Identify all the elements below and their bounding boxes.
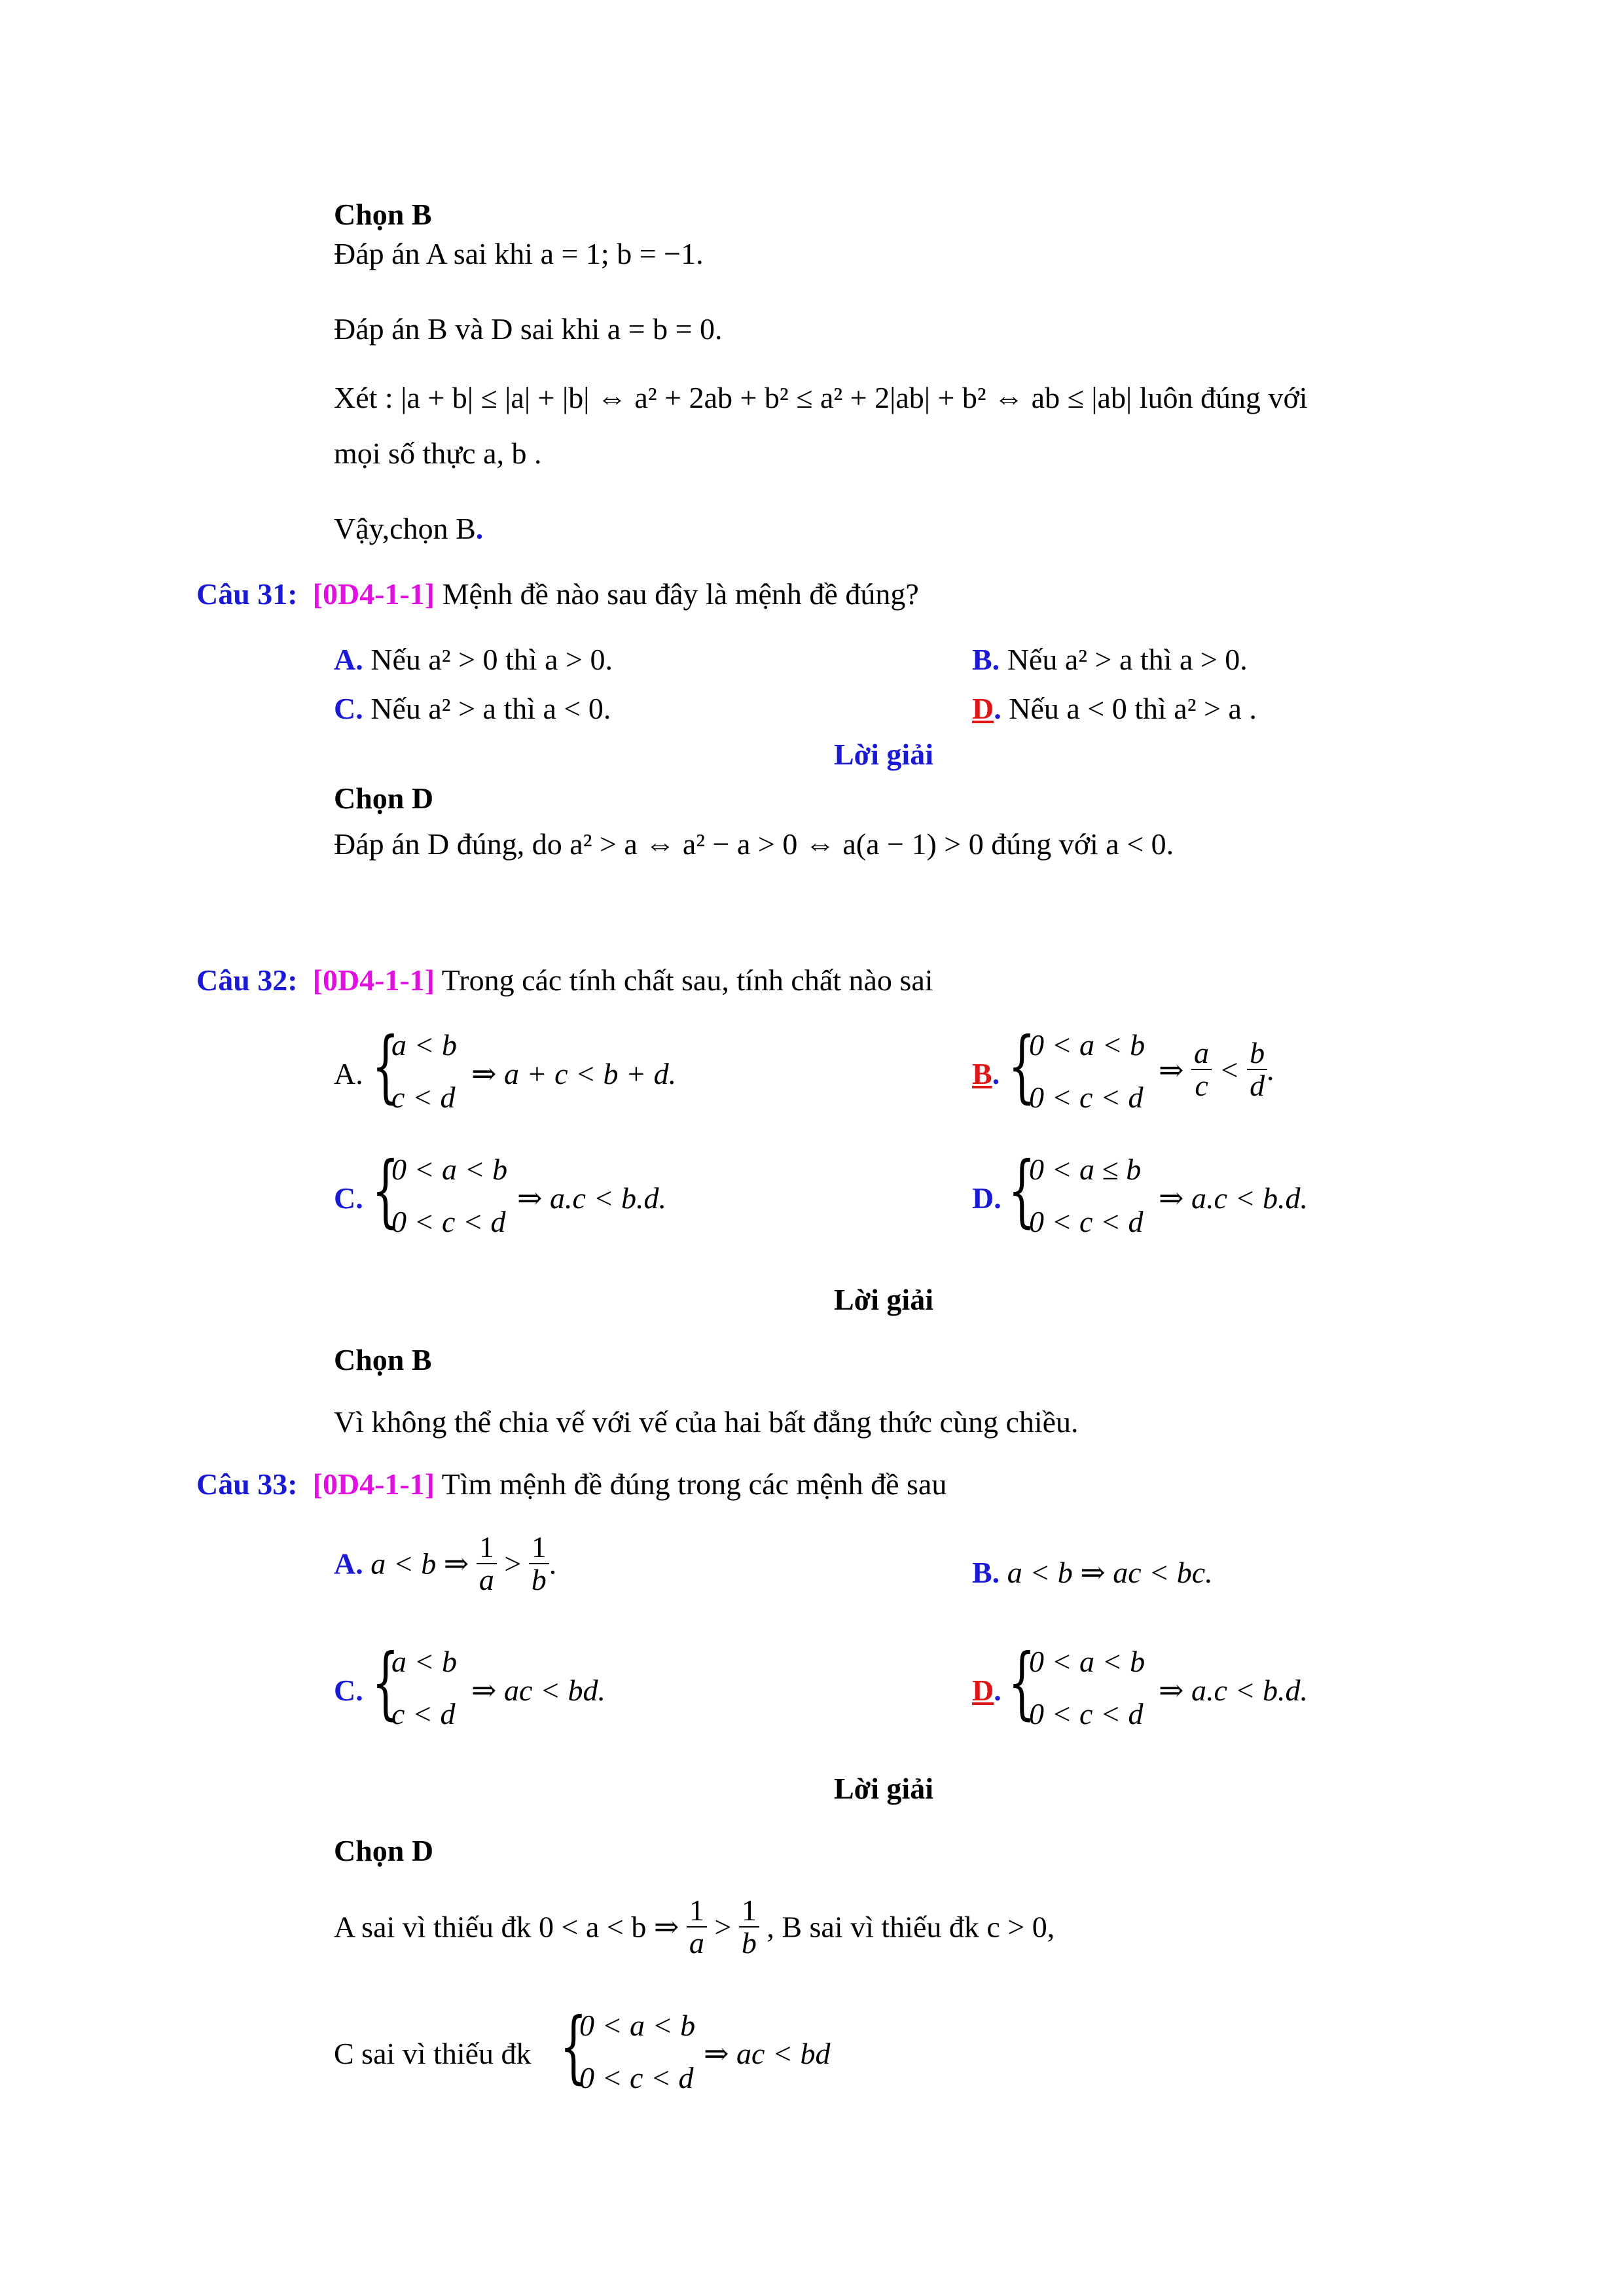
q33-e1-f1n: 1 <box>687 1895 707 1928</box>
q33-e1-post: , B sai vì thiếu đk c > 0, <box>767 1910 1055 1944</box>
q31-chon: Chọn D <box>334 781 434 815</box>
q31-loi-giai: Lời giải <box>834 738 933 771</box>
q32-explanation: Vì không thể chia vế với vế của hai bất đẳng thức cùng chiều. <box>334 1405 1079 1439</box>
question-31 <box>196 576 919 612</box>
q31-tag: [0D4-1-1] <box>312 577 435 611</box>
q33-text: Tìm mệnh đề đúng trong các mệnh đề sau <box>441 1467 947 1501</box>
q33-e1-gt: > <box>714 1910 732 1944</box>
q32-b-label: B <box>972 1057 992 1090</box>
q32-b-f2n: b <box>1247 1037 1267 1070</box>
question-33 <box>196 1466 947 1502</box>
q32-a-brace: { <box>372 1021 399 1112</box>
q33-d-label: D <box>972 1674 994 1707</box>
q33-e1-f2d: b <box>741 1926 757 1960</box>
q32-d-result: ⇒ a.c < b.d. <box>1159 1181 1308 1215</box>
q33-e1-pre: A sai vì thiếu đk 0 < a < b ⇒ <box>334 1910 679 1944</box>
q31-d-label: D <box>972 692 994 725</box>
q33-option-a <box>334 1532 556 1596</box>
q33-d-dot: . <box>994 1674 1001 1707</box>
q33-e2-brace: { <box>560 2001 587 2092</box>
q32-b-row2: 0 < c < d <box>1029 1081 1144 1114</box>
q31-option-c <box>334 691 611 726</box>
q31-c-label: C. <box>334 692 363 725</box>
q33-a-f1n: 1 <box>477 1532 497 1564</box>
q31-d-text: Nếu a < 0 thì a² > a . <box>1009 692 1257 725</box>
q31-c-text: Nếu a² > a thì a < 0. <box>370 692 611 725</box>
q33-e1-f2n: 1 <box>739 1895 759 1928</box>
q33-option-b <box>972 1554 1213 1590</box>
q31-d-dot: . <box>994 692 1001 725</box>
q33-e2-row2: 0 < c < d <box>579 2061 694 2094</box>
q32-b-implies: ⇒ <box>1159 1053 1184 1087</box>
q33-e2-pre: C sai vì thiếu đk <box>334 2037 532 2070</box>
q32-b-end: . <box>1267 1052 1275 1086</box>
q32-c-row1: 0 < a < b <box>391 1153 508 1186</box>
chon-b-top: Chọn B <box>334 198 432 231</box>
q32-d-label: D. <box>972 1181 1001 1215</box>
q33-a-end: . <box>549 1547 557 1581</box>
conclusion-text: Vậy,chọn B <box>334 512 476 545</box>
q31-text: Mệnh đề nào sau đây là mệnh đề đúng? <box>442 577 919 611</box>
q31-b-text: Nếu a² > a thì a > 0. <box>1007 643 1248 676</box>
conclusion-dot: . <box>475 512 484 545</box>
explanation-line-3: Xét : |a + b| ≤ |a| + |b| ⇔ a² + 2ab + b² ≤ a² + 2|ab| + b² ⇔ ab ≤ |ab| luôn đúng với <box>334 381 1308 414</box>
q32-b-dot: . <box>992 1057 1000 1090</box>
q33-c-label: C. <box>334 1674 363 1707</box>
q33-a-f2d: b <box>531 1563 547 1597</box>
q32-a-row2: c < d <box>391 1081 456 1114</box>
q32-a-result: ⇒ a + c < b + d. <box>471 1057 677 1090</box>
q31-number: Câu 31: <box>196 577 298 611</box>
q33-a-gt: > <box>504 1547 522 1581</box>
q33-a-label: A. <box>334 1547 363 1581</box>
q33-e1-f1d: a <box>689 1926 704 1960</box>
q31-a-label: A. <box>334 643 363 676</box>
q32-b-f2d: d <box>1250 1069 1265 1103</box>
q32-b-f1n: a <box>1191 1037 1212 1070</box>
conclusion-line <box>334 511 483 547</box>
q32-text: Trong các tính chất sau, tính chất nào sai <box>441 963 933 997</box>
q33-chon: Chọn D <box>334 1834 434 1867</box>
q33-loi-giai: Lời giải <box>834 1772 933 1805</box>
q33-c-result: ⇒ ac < bd. <box>471 1674 606 1707</box>
q33-d-brace: { <box>1008 1638 1036 1729</box>
q32-tag: [0D4-1-1] <box>312 963 435 997</box>
q32-a-label: A. <box>334 1057 363 1090</box>
q32-b-frac2 <box>1247 1037 1267 1102</box>
q33-d-result: ⇒ a.c < b.d. <box>1159 1674 1308 1707</box>
q33-d-row2: 0 < c < d <box>1029 1697 1144 1731</box>
q33-a-f2n: 1 <box>529 1532 549 1564</box>
q32-a-row1: a < b <box>391 1028 458 1062</box>
q32-c-label: C. <box>334 1181 363 1215</box>
q31-b-label: B. <box>972 643 1000 676</box>
q31-a-text: Nếu a² > 0 thì a > 0. <box>370 643 613 676</box>
q32-c-result: ⇒ a.c < b.d. <box>517 1181 667 1215</box>
q33-d-label-wrap <box>972 1672 1001 1708</box>
q33-e1-frac2 <box>739 1895 759 1960</box>
q32-b-row1: 0 < a < b <box>1029 1028 1146 1062</box>
question-32 <box>196 962 933 998</box>
q32-d-row1: 0 < a ≤ b <box>1029 1153 1142 1186</box>
explanation-line-4: mọi số thực a, b . <box>334 437 542 470</box>
q31-option-d <box>972 691 1257 726</box>
q33-c-row2: c < d <box>391 1697 456 1731</box>
q33-a-pre: a < b ⇒ <box>370 1547 469 1581</box>
q32-c-row2: 0 < c < d <box>391 1205 506 1238</box>
q33-e2-result: ⇒ ac < bd <box>704 2037 831 2070</box>
explanation-line-2: Đáp án B và D sai khi a = b = 0. <box>334 312 723 346</box>
q33-d-row1: 0 < a < b <box>1029 1645 1146 1678</box>
q31-option-b <box>972 641 1248 677</box>
q32-d-row2: 0 < c < d <box>1029 1205 1144 1238</box>
q32-b-brace: { <box>1008 1021 1036 1112</box>
explanation-line-1: Đáp án A sai khi a = 1; b = −1. <box>334 237 704 270</box>
q32-number: Câu 32: <box>196 963 298 997</box>
q33-tag: [0D4-1-1] <box>312 1467 435 1501</box>
q32-c-brace: { <box>372 1145 399 1236</box>
q32-chon: Chọn B <box>334 1343 432 1376</box>
q31-explanation: Đáp án D đúng, do a² > a ⇔ a² − a > 0 ⇔ a(a − 1) > 0 đúng với a < 0. <box>334 827 1174 861</box>
q33-number: Câu 33: <box>196 1467 298 1501</box>
q31-option-a <box>334 641 613 677</box>
q33-c-brace: { <box>372 1638 399 1729</box>
q33-e1-frac1 <box>687 1895 707 1960</box>
q32-b-frac1 <box>1191 1037 1212 1102</box>
q33-explanation-1 <box>334 1895 1055 1960</box>
q32-loi-giai: Lời giải <box>834 1283 933 1316</box>
q33-c-row1: a < b <box>391 1645 458 1678</box>
q33-b-text: a < b ⇒ ac < bc. <box>1007 1556 1213 1589</box>
q32-b-f1d: c <box>1195 1069 1208 1103</box>
q33-a-f1d: a <box>478 1563 494 1597</box>
q33-a-frac1 <box>477 1532 497 1596</box>
q32-b-result <box>1159 1037 1275 1102</box>
q33-b-label: B. <box>972 1556 1000 1589</box>
q32-b-label-wrap <box>972 1056 1000 1092</box>
q33-a-frac2 <box>529 1532 549 1596</box>
q33-e2-row1: 0 < a < b <box>579 2009 696 2042</box>
q32-b-lt: < <box>1219 1052 1240 1086</box>
q32-d-brace: { <box>1008 1145 1036 1236</box>
